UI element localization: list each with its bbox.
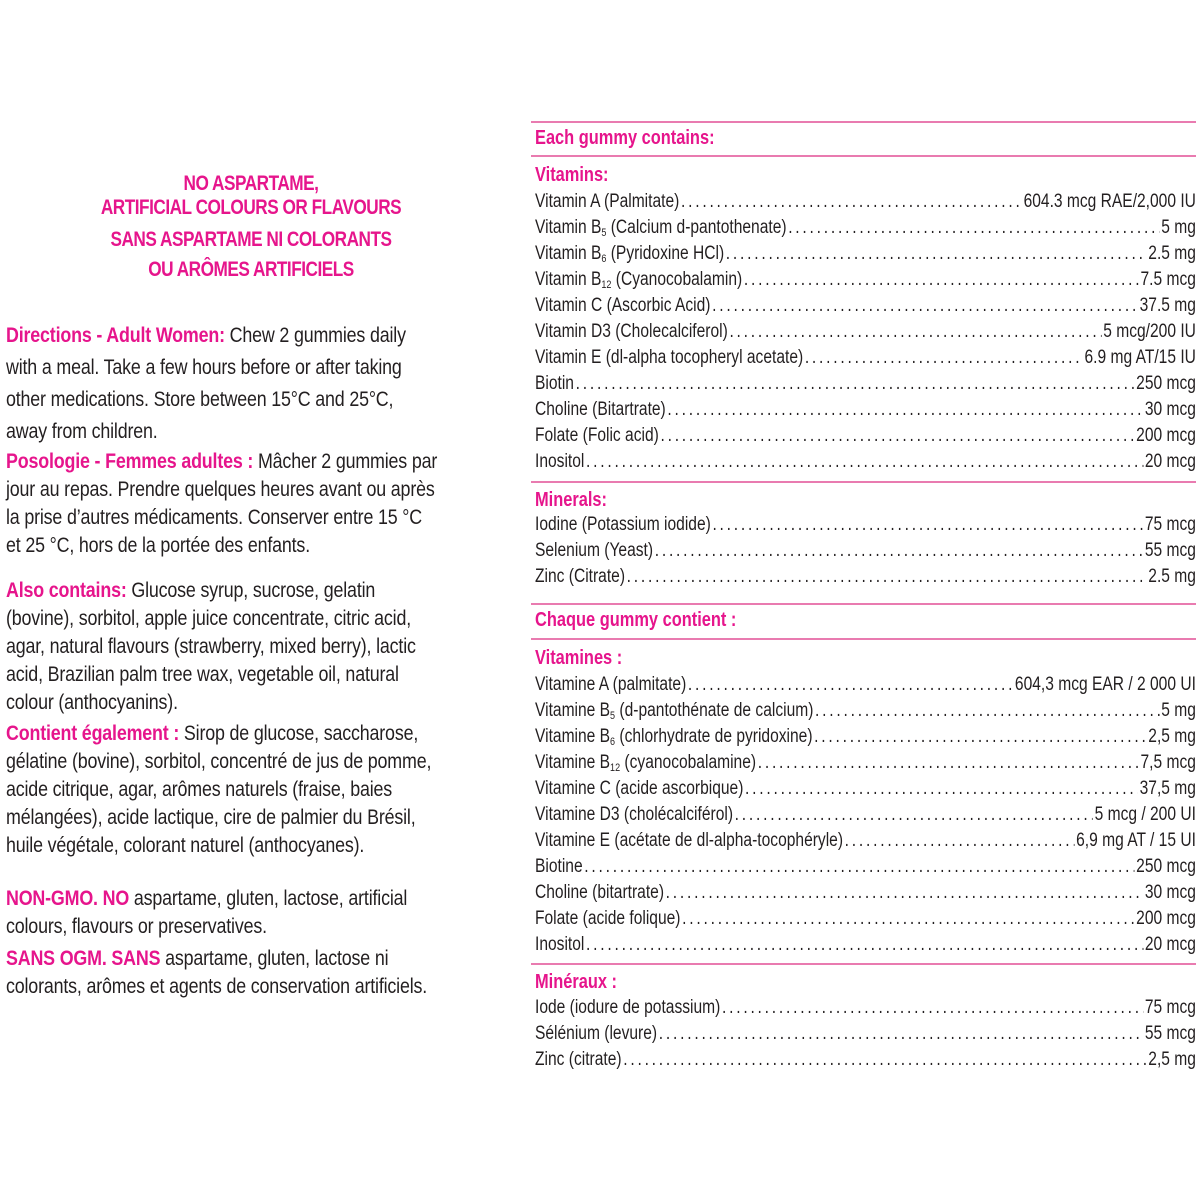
- divider-rule: [531, 121, 1196, 123]
- dot-leader: [576, 373, 1135, 395]
- nutrient-row: [535, 451, 1196, 477]
- nutrient-amount: 7,5 mcg: [1140, 752, 1196, 773]
- nutrient-row: [535, 399, 1196, 425]
- nutrient-name: Vitamine $B_5$ (d-pantothénate de calcium): [535, 700, 814, 722]
- nutrient-name: Folate (acide folique): [535, 908, 681, 929]
- dot-leader: [660, 425, 1134, 447]
- dot-leader: [758, 752, 1139, 774]
- nutrient-row: [535, 514, 1196, 540]
- nutrient-row: [535, 1049, 1196, 1075]
- dot-leader: [655, 540, 1143, 562]
- nutrient-row: [535, 269, 1196, 295]
- also-contains-en-text: Glucose syrup, sucrose, gelatin: [126, 579, 376, 602]
- nutrient-name: Vitamine A (palmitate): [535, 674, 687, 695]
- nutrient-row: [535, 425, 1196, 451]
- dot-leader: [729, 321, 1101, 343]
- nutrient-name: Inositol: [535, 934, 585, 955]
- also-contains-en-label: Also contains:: [6, 579, 127, 602]
- dot-leader: [815, 700, 1160, 722]
- nutrient-name: Iodine (Potassium iodide): [535, 514, 711, 535]
- nutrient-row: [535, 347, 1196, 373]
- dot-leader: [726, 243, 1147, 265]
- nutrient-name: Zinc (Citrate): [535, 566, 626, 587]
- nutrient-name: Zinc (citrate): [535, 1049, 622, 1070]
- nutrient-amount: 5 mg: [1161, 700, 1196, 721]
- dot-leader: [712, 514, 1143, 536]
- nutrient-amount: 20 mcg: [1144, 934, 1196, 955]
- nutrient-row: [535, 830, 1196, 856]
- nutrient-row: [535, 778, 1196, 804]
- dot-leader: [681, 191, 1022, 213]
- also-contains-fr-text: mélangées), acide lactique, cire de palmier du Brésil,: [6, 806, 416, 829]
- non-gmo-en-text: aspartame, gluten, lactose, artificial: [129, 887, 408, 910]
- dot-leader: [659, 1023, 1143, 1045]
- also-contains-fr-label: Contient également :: [6, 722, 180, 745]
- nutrient-amount: 55 mcg: [1144, 1023, 1196, 1044]
- nutrient-amount: 6.9 mg AT/15 IU: [1084, 347, 1196, 368]
- nutrient-row: [535, 856, 1196, 882]
- facts-fr-title: Chaque gummy contient :: [535, 609, 737, 631]
- directions-en-label: Directions - Adult Women:: [6, 324, 225, 347]
- dot-leader: [805, 347, 1083, 369]
- divider-rule: [531, 963, 1196, 965]
- nutrient-row: [535, 566, 1196, 592]
- nutrient-amount: 250 mcg: [1136, 856, 1196, 877]
- directions-en-text: away from children.: [6, 420, 158, 443]
- nutrient-name: Vitamin C (Ascorbic Acid): [535, 295, 711, 316]
- headline-line: SANS ASPARTAME NI COLORANTS: [110, 228, 392, 251]
- nutrient-name: Vitamine C (acide ascorbique): [535, 778, 744, 799]
- nutrient-amount: 30 mcg: [1144, 882, 1196, 903]
- nutrient-amount: 2.5 mg: [1148, 566, 1196, 587]
- directions-fr-text: la prise d’autres médicaments. Conserver entre 15 °C: [6, 506, 422, 529]
- directions-en-text: Chew 2 gummies daily: [224, 324, 406, 347]
- also-contains-fr-text: gélatine (bovine), sorbitol, concentré de jus de pomme,: [6, 750, 432, 773]
- directions-fr-text: jour au repas. Prendre quelques heures avant ou après: [6, 478, 435, 501]
- nutrient-name: Vitamin $B_{12}$ (Cyanocobalamin): [535, 269, 743, 291]
- nutrient-row: [535, 804, 1196, 830]
- non-gmo-fr-text: aspartame, gluten, lactose ni: [160, 947, 389, 970]
- nutrient-name: Selenium (Yeast): [535, 540, 654, 561]
- directions-en-text: other medications. Store between 15°C and 25°C,: [6, 388, 394, 411]
- nutrient-row: [535, 540, 1196, 566]
- dot-leader: [845, 830, 1075, 852]
- dot-leader: [688, 674, 1013, 696]
- dot-leader: [584, 856, 1134, 878]
- nutrient-amount: 200 mcg: [1136, 908, 1196, 929]
- nutrient-name: Inositol: [535, 451, 585, 472]
- nutrient-name: Vitamine $B_{12}$ (cyanocobalamine): [535, 752, 757, 774]
- also-contains-en-text: colour (anthocyanins).: [6, 691, 178, 714]
- nutrient-amount: 37,5 mg: [1139, 778, 1196, 799]
- nutrient-row: [535, 295, 1196, 321]
- divider-rule: [531, 638, 1196, 640]
- nutrient-name: Vitamin $B_5$ (Calcium d-pantothenate): [535, 217, 787, 239]
- nutrient-row: [535, 934, 1196, 960]
- nutrient-row: [535, 908, 1196, 934]
- divider-rule: [531, 603, 1196, 605]
- minerals-fr-title: Minéraux :: [535, 971, 618, 993]
- nutrient-amount: 75 mcg: [1144, 514, 1196, 535]
- nutrient-row: [535, 882, 1196, 908]
- nutrient-row: [535, 321, 1196, 347]
- also-contains-fr-text: acide citrique, agar, arômes naturels (fraise, baies: [6, 778, 393, 801]
- also-contains-en: [6, 577, 482, 717]
- vitamins-en-title: Vitamins:: [535, 164, 609, 186]
- also-contains-fr: [6, 720, 482, 860]
- nutrient-row: [535, 1023, 1196, 1049]
- nutrient-row: [535, 674, 1196, 700]
- nutrient-name: Choline (bitartrate): [535, 882, 665, 903]
- directions-fr-label: Posologie - Femmes adultes :: [6, 450, 254, 473]
- nutrient-name: Sélénium (levure): [535, 1023, 658, 1044]
- dot-leader: [667, 399, 1143, 421]
- dot-leader: [627, 566, 1147, 588]
- facts-en-title: Each gummy contains:: [535, 127, 715, 149]
- nutrient-amount: 7.5 mcg: [1140, 269, 1196, 290]
- also-contains-en-text: (bovine), sorbitol, apple juice concentrate, citric acid,: [6, 607, 412, 630]
- nutrient-amount: 250 mcg: [1136, 373, 1196, 394]
- nutrient-amount: 30 mcg: [1144, 399, 1196, 420]
- minerals-en-title: Minerals:: [535, 489, 608, 511]
- headline-line: NO ASPARTAME,: [183, 172, 319, 195]
- nutrient-amount: 6,9 mg AT / 15 UI: [1076, 830, 1196, 851]
- nutrient-amount: 5 mcg / 200 UI: [1094, 804, 1196, 825]
- nutrient-row: [535, 373, 1196, 399]
- nutrient-amount: 75 mcg: [1144, 997, 1196, 1018]
- non-gmo-en-label: NON-GMO. NO: [6, 887, 130, 910]
- nutrient-row: [535, 217, 1196, 243]
- nutrient-amount: 2,5 mg: [1148, 726, 1196, 747]
- nutrient-row: [535, 752, 1196, 778]
- also-contains-fr-text: huile végétale, colorant naturel (anthocyanes).: [6, 834, 365, 857]
- nutrient-amount: 55 mcg: [1144, 540, 1196, 561]
- dot-leader: [623, 1049, 1146, 1071]
- nutrient-amount: 37.5 mg: [1139, 295, 1196, 316]
- dot-leader: [735, 804, 1093, 826]
- nutrient-amount: 20 mcg: [1144, 451, 1196, 472]
- nutrient-name: Folate (Folic acid): [535, 425, 659, 446]
- directions-fr-text: Mâcher 2 gummies par: [253, 450, 438, 473]
- non-gmo-en-text: colours, flavours or preservatives.: [6, 915, 267, 938]
- nutrient-name: Vitamin E (dl-alpha tocopheryl acetate): [535, 347, 804, 368]
- nutrient-amount: 604.3 mcg RAE/2,000 IU: [1023, 191, 1196, 212]
- nutrient-amount: 2.5 mg: [1148, 243, 1196, 264]
- dot-leader: [712, 295, 1138, 317]
- nutrient-name: Vitamine $B_6$ (chlorhydrate de pyridoxine): [535, 726, 813, 748]
- nutrient-amount: 604,3 mcg EAR / 2 000 UI: [1014, 674, 1196, 695]
- nutrient-amount: 5 mcg/200 IU: [1103, 321, 1196, 342]
- nutrient-amount: 2,5 mg: [1148, 1049, 1196, 1070]
- nutrient-row: [535, 191, 1196, 217]
- vitamins-fr-title: Vitamines :: [535, 647, 623, 669]
- also-contains-en-text: agar, natural flavours (strawberry, mixed berry), lactic: [6, 635, 416, 658]
- dot-leader: [814, 726, 1146, 748]
- divider-rule: [531, 155, 1196, 157]
- dot-leader: [788, 217, 1159, 239]
- nutrient-amount: 5 mg: [1161, 217, 1196, 238]
- non-gmo-fr-label: SANS OGM. SANS: [6, 947, 161, 970]
- nutrient-row: [535, 726, 1196, 752]
- non-gmo-fr-text: colorants, arômes et agents de conservation artificiels.: [6, 975, 428, 998]
- non-gmo-en: [6, 885, 482, 941]
- dot-leader: [745, 778, 1138, 800]
- directions-en: [6, 320, 482, 448]
- non-gmo-fr: [6, 945, 482, 1001]
- nutrient-row: [535, 700, 1196, 726]
- also-contains-en-text: acid, Brazilian palm tree wax, vegetable oil, natural: [6, 663, 399, 686]
- dot-leader: [586, 451, 1143, 473]
- dot-leader: [722, 997, 1143, 1019]
- dot-leader: [666, 882, 1144, 904]
- headline-line: ARTIFICIAL COLOURS OR FLAVOURS: [100, 196, 402, 219]
- nutrient-name: Choline (Bitartrate): [535, 399, 666, 420]
- nutrient-name: Iode (iodure de potassium): [535, 997, 721, 1018]
- directions-fr-text: et 25 °C, hors de la portée des enfants.: [6, 534, 310, 557]
- dot-leader: [744, 269, 1139, 291]
- divider-rule: [531, 481, 1196, 483]
- nutrient-name: Biotin: [535, 373, 574, 394]
- nutrient-name: Vitamine D3 (cholécalciférol): [535, 804, 734, 825]
- dot-leader: [586, 934, 1143, 956]
- also-contains-fr-text: Sirop de glucose, saccharose,: [179, 722, 419, 745]
- directions-fr: [6, 448, 482, 560]
- nutrient-row: [535, 243, 1196, 269]
- dot-leader: [682, 908, 1134, 930]
- nutrient-name: Vitamin A (Palmitate): [535, 191, 680, 212]
- nutrient-name: Biotine: [535, 856, 583, 877]
- headline-line: OU ARÔMES ARTIFICIELS: [148, 258, 354, 281]
- nutrient-name: Vitamine E (acétate de dl-alpha-tocophéryle): [535, 830, 844, 851]
- nutrient-name: Vitamin $B_6$ (Pyridoxine HCl): [535, 243, 725, 265]
- nutrient-name: Vitamin D3 (Cholecalciferol): [535, 321, 728, 342]
- nutrient-amount: 200 mcg: [1136, 425, 1196, 446]
- directions-en-text: with a meal. Take a few hours before or after taking: [6, 356, 402, 379]
- nutrient-row: [535, 997, 1196, 1023]
